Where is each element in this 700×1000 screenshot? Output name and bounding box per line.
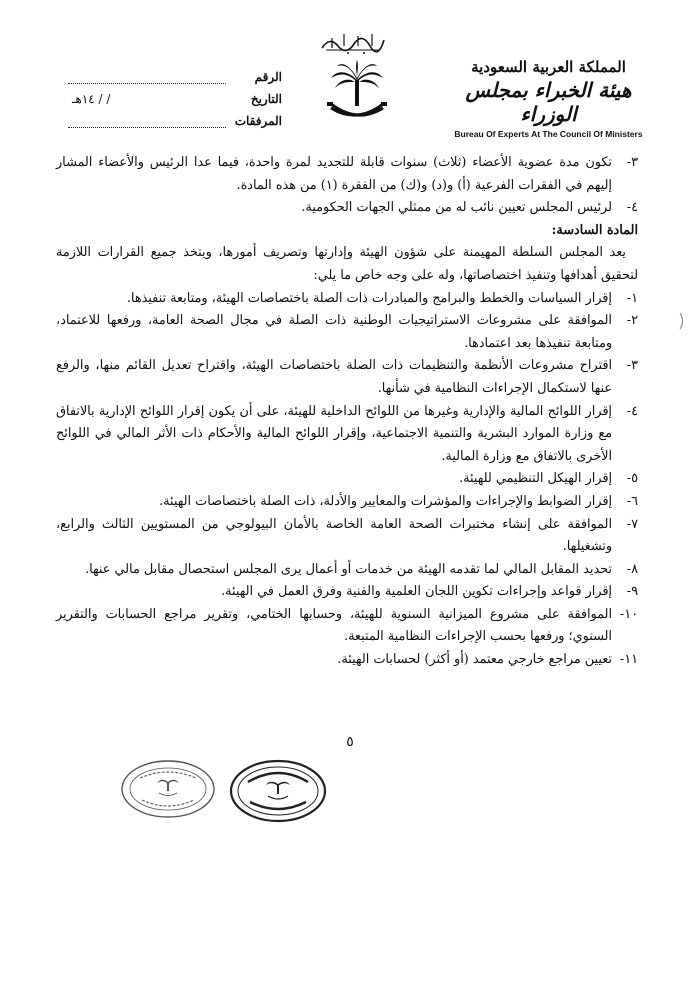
ref-date-value: / / ١٤هـ [72, 92, 111, 106]
bureau-seal-stamp [228, 758, 328, 824]
ref-attachments-row [62, 106, 282, 128]
page-number: ٥ [346, 734, 354, 750]
item-text: إقرار الضوابط والإجراءات والمؤشرات والمعايير والأدلة، ذات الصلة باختصاصات الهيئة. [159, 493, 612, 509]
item-number: ٨- [626, 561, 638, 577]
list-item [56, 288, 638, 311]
item-text: إقرار اللوائح المالية والإدارية وغيرها من اللوائح الداخلية للهيئة، على أن يكون إقرار اللوائح الإدارية بالاتفاق مع وزارة الموارد البشرية والتنمية الاجتماعية، وإقرار اللوائح المالية والأحكام ذات الأثر المالي في اللوائح الأخرى بالاتفاق مع وزارة المالية. [56, 403, 612, 464]
ref-attachments-label: المرفقات [234, 114, 282, 128]
organization-block [441, 58, 656, 139]
list-item [56, 604, 638, 649]
list-item [56, 491, 638, 514]
item-text: إقرار السياسات والخطط والبرامج والمبادرات ذات الصلة باختصاصات الهيئة، ومتابعة تنفيذها. [126, 290, 612, 306]
ref-number-line [68, 71, 226, 84]
list-item [56, 514, 638, 559]
bureau-name-ar: هيئة الخبراء بمجلس الوزراء [465, 78, 632, 126]
item-text: الموافقة على إنشاء مختبرات الصحة العامة الخاصة بالأمان البيولوجي من المستويين الثالث والرابع، وتشغيلها. [56, 516, 612, 555]
item-number: ٣- [626, 155, 638, 170]
item-text: تعيين مراجع خارجي معتمد (أو أكثر) لحسابات الهيئة. [337, 652, 612, 668]
item-text: تحديد المقابل المالي لما تقدمه الهيئة من خدمات أو أعمال يرى المجلس استحصال مقابل مالي عنها. [85, 561, 612, 577]
item-number: ٥- [626, 471, 638, 487]
margin-mark [678, 312, 686, 330]
item-text: إقرار الهيكل التنظيمي للهيئة. [459, 471, 612, 487]
list-item [56, 581, 638, 604]
ref-number-row [62, 62, 282, 84]
list-item [56, 310, 638, 355]
list-item [56, 152, 638, 197]
saudi-emblem-icon [325, 58, 389, 128]
article-heading: المادة السادسة: [551, 222, 638, 238]
item-number: ١٠- [619, 606, 638, 622]
item-number: ٦- [626, 493, 638, 509]
kingdom-name: المملكة العربية السعودية [471, 58, 626, 76]
article-intro: يعد المجلس السلطة المهيمنة على شؤون الهيئة وإدارتها وتصريف أمورها، ويتخذ جميع القرارات اللازمة لتحقيق أهدافها وتنفيذ اختصاصاتها، وله على وجه خاص ما يلي: [56, 245, 638, 283]
ref-attachments-line [68, 115, 226, 128]
item-number: ٤- [626, 200, 638, 216]
list-item [56, 197, 638, 220]
item-text: إقرار قواعد وإجراءات تكوين اللجان العلمية والفنية وفرق العمل في الهيئة. [221, 584, 612, 600]
ref-date-label: التاريخ [250, 92, 282, 106]
list-item [56, 468, 638, 491]
item-text: اقتراح مشروعات الأنظمة والتنظيمات ذات الصلة باختصاصات الهيئة، واقتراح تعديل القائم منها، والرفع عنها لاستكمال الإجراءات النظامية في شأنها. [56, 358, 612, 396]
list-item [56, 559, 638, 582]
ref-date-row [62, 84, 282, 106]
item-number: ٣- [626, 358, 638, 374]
secretariat-seal-stamp [118, 758, 218, 820]
item-text: لرئيس المجلس تعيين نائب له من ممثلي الجهات الحكومية. [301, 200, 612, 216]
reference-block [62, 62, 282, 128]
list-item [56, 355, 638, 400]
document-body [56, 152, 638, 672]
item-number: ٩- [626, 584, 638, 600]
item-number: ٤- [626, 403, 638, 419]
ref-number-label: الرقم [254, 70, 282, 84]
item-number: ١١- [619, 652, 638, 668]
basmala-calligraphy [318, 28, 388, 56]
item-text: تكون مدة عضوية الأعضاء (ثلاث) سنوات قابلة للتجديد لمرة واحدة، فيما عدا الرئيس والأعضاء المشار إليهم في الفقرات الفرعية (أ) و(د) و(ك) من الفقرة (١) من هذه المادة. [56, 155, 612, 193]
item-text: الموافقة على مشروع الميزانية السنوية للهيئة، وحسابها الختامي، وتقرير مراجع الحسابات والتقرير السنوي؛ ورفعها بحسب الإجراءات النظامية المتبعة. [56, 606, 612, 645]
list-item [56, 401, 638, 469]
item-number: ٧- [626, 516, 638, 532]
list-item [56, 649, 638, 672]
item-number: ٢- [626, 313, 638, 329]
item-number: ١- [626, 290, 638, 306]
item-text: الموافقة على مشروعات الاستراتيجيات الوطنية ذات الصلة في مجال الصحة العامة، ورفعها للاعتماد، ومتابعة تنفيذها بعد اعتمادها. [56, 313, 612, 351]
bureau-name-en: Bureau Of Experts At The Council Of Ministers [454, 129, 643, 139]
